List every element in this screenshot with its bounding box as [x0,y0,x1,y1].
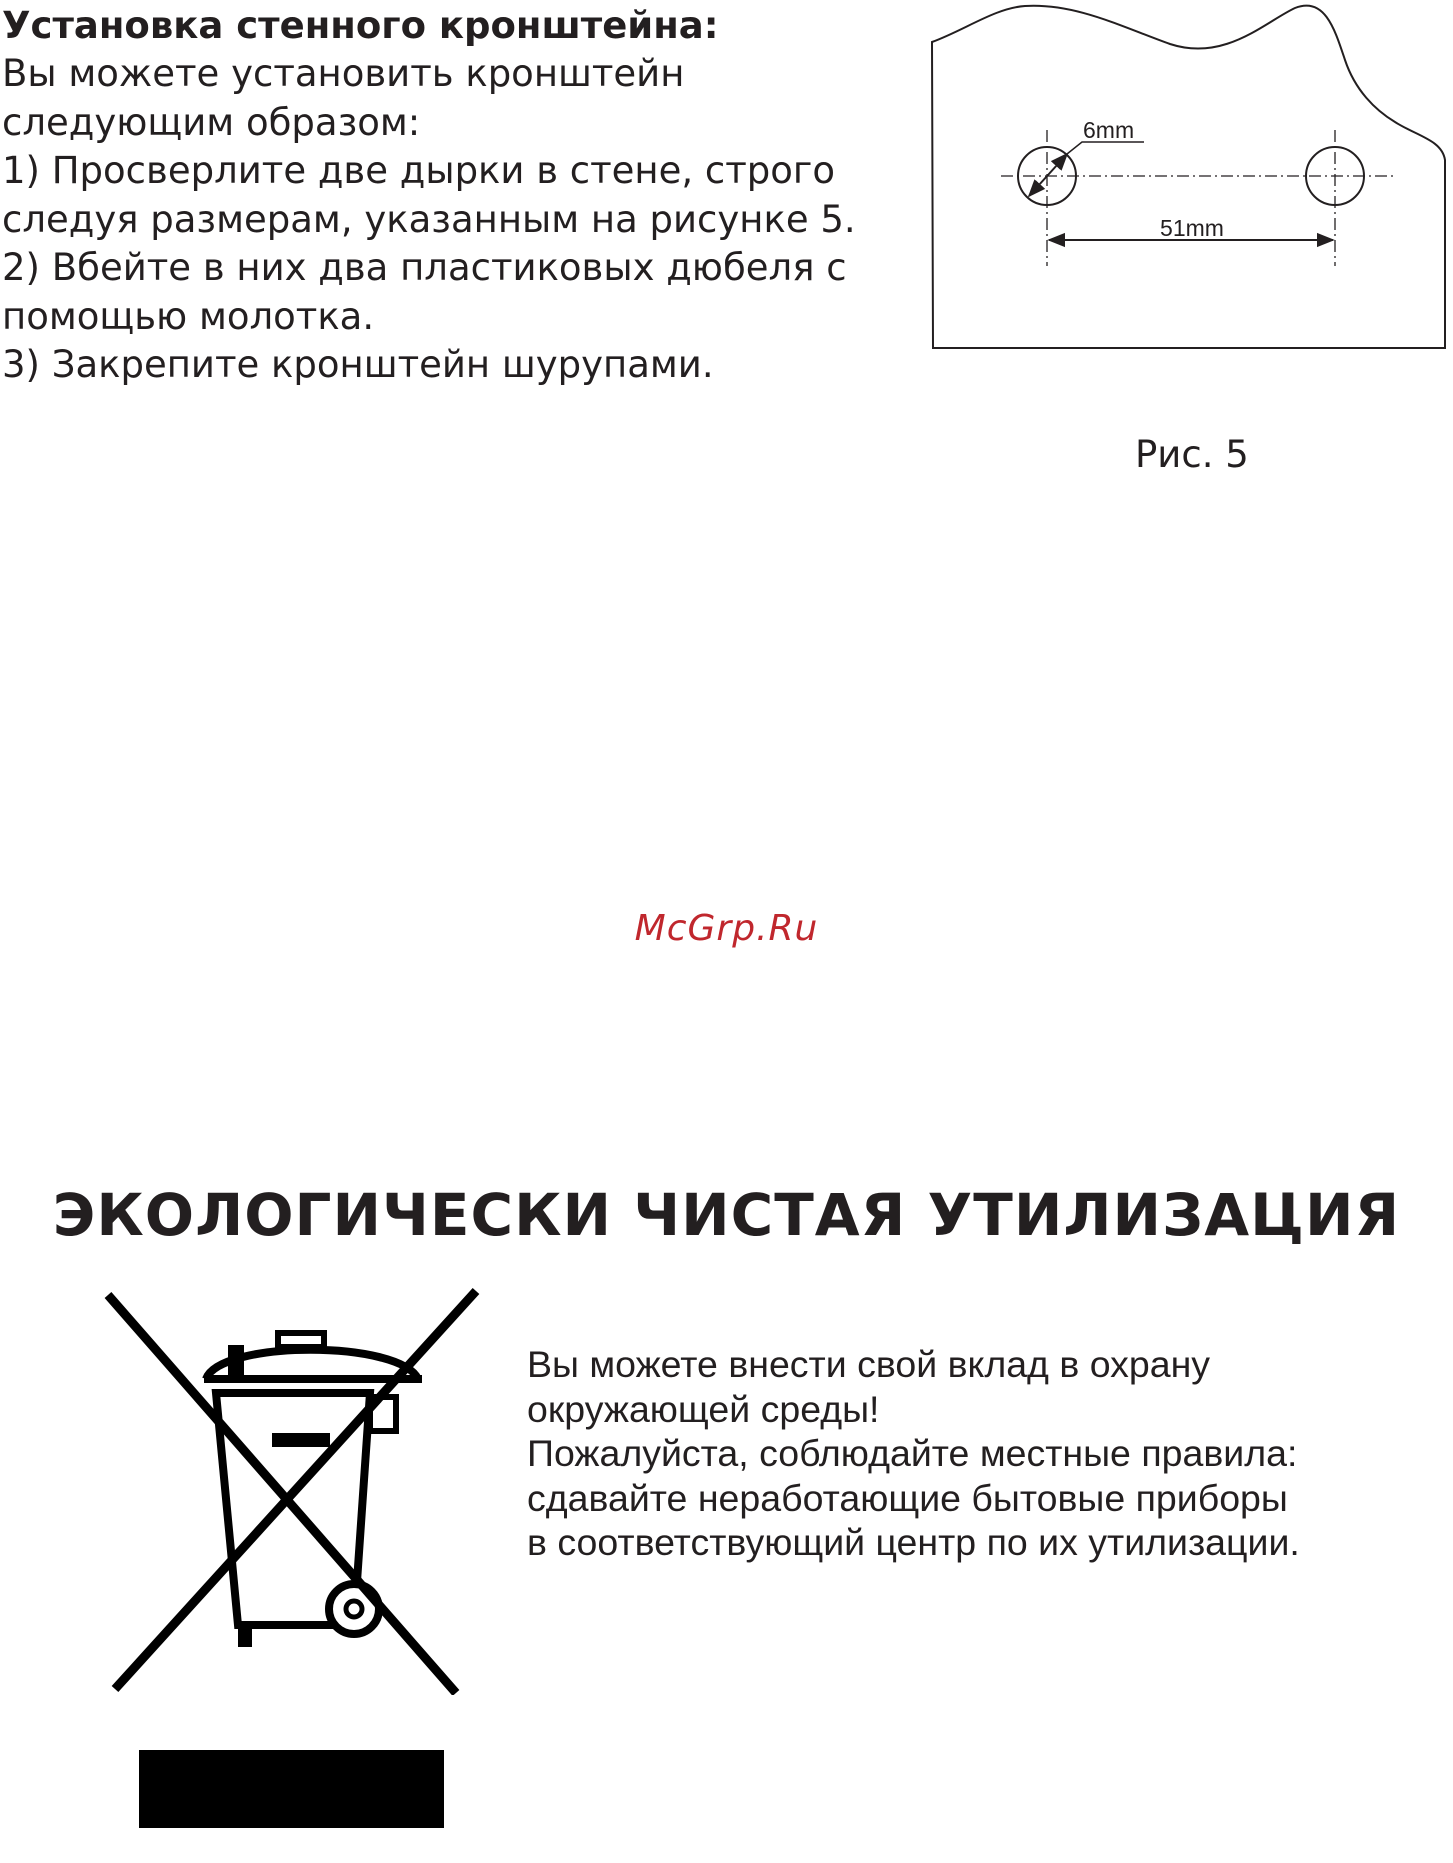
weee-black-bar [139,1750,444,1828]
installation-section [2,2,922,390]
installation-title: Установка стенного кронштейна: [2,4,719,47]
recycling-line: в соответствующий центр по их утилизации. [527,1521,1300,1563]
installation-step-1: 1) Просверлите две дырки в стене, строго [2,149,836,192]
recycling-line: окружающей среды! [527,1387,880,1430]
installation-step-3: 3) Закрепите кронштейн шурупами. [2,343,714,386]
recycling-line: Вы можете внести свой вклад в охрану [527,1343,1211,1385]
installation-step-2-cont: помощью молотка. [2,294,375,338]
wall-outline [932,6,1445,348]
hole-spacing-label: 51mm [1160,215,1224,241]
crossed-bin-icon [100,1285,490,1695]
recycling-line: сдавайте неработающие бытовые приборы [527,1476,1288,1519]
diameter-leader [1067,142,1144,154]
watermark: McGrp.Ru [634,908,819,949]
installation-line: Вы можете установить кронштейн [2,52,685,95]
hole-diameter-label: 6mm [1083,117,1135,143]
recycling-line: Пожалуйста, соблюдайте местные правила: [527,1432,1298,1474]
recycling-text [527,1342,1427,1565]
figure-caption: Рис. 5 [1135,433,1249,476]
installation-step-2: 2) Вбейте в них два пластиковых дюбеля с [2,246,847,289]
drilling-diagram [925,0,1453,360]
recycling-heading: ЭКОЛОГИЧЕСКИ ЧИСТАЯ УТИЛИЗАЦИЯ [52,1181,1401,1249]
installation-step-1-cont: следуя размерам, указанным на рисунке 5. [2,197,856,241]
diameter-arrow [1029,154,1067,196]
installation-line: следующим образом: [2,100,421,144]
